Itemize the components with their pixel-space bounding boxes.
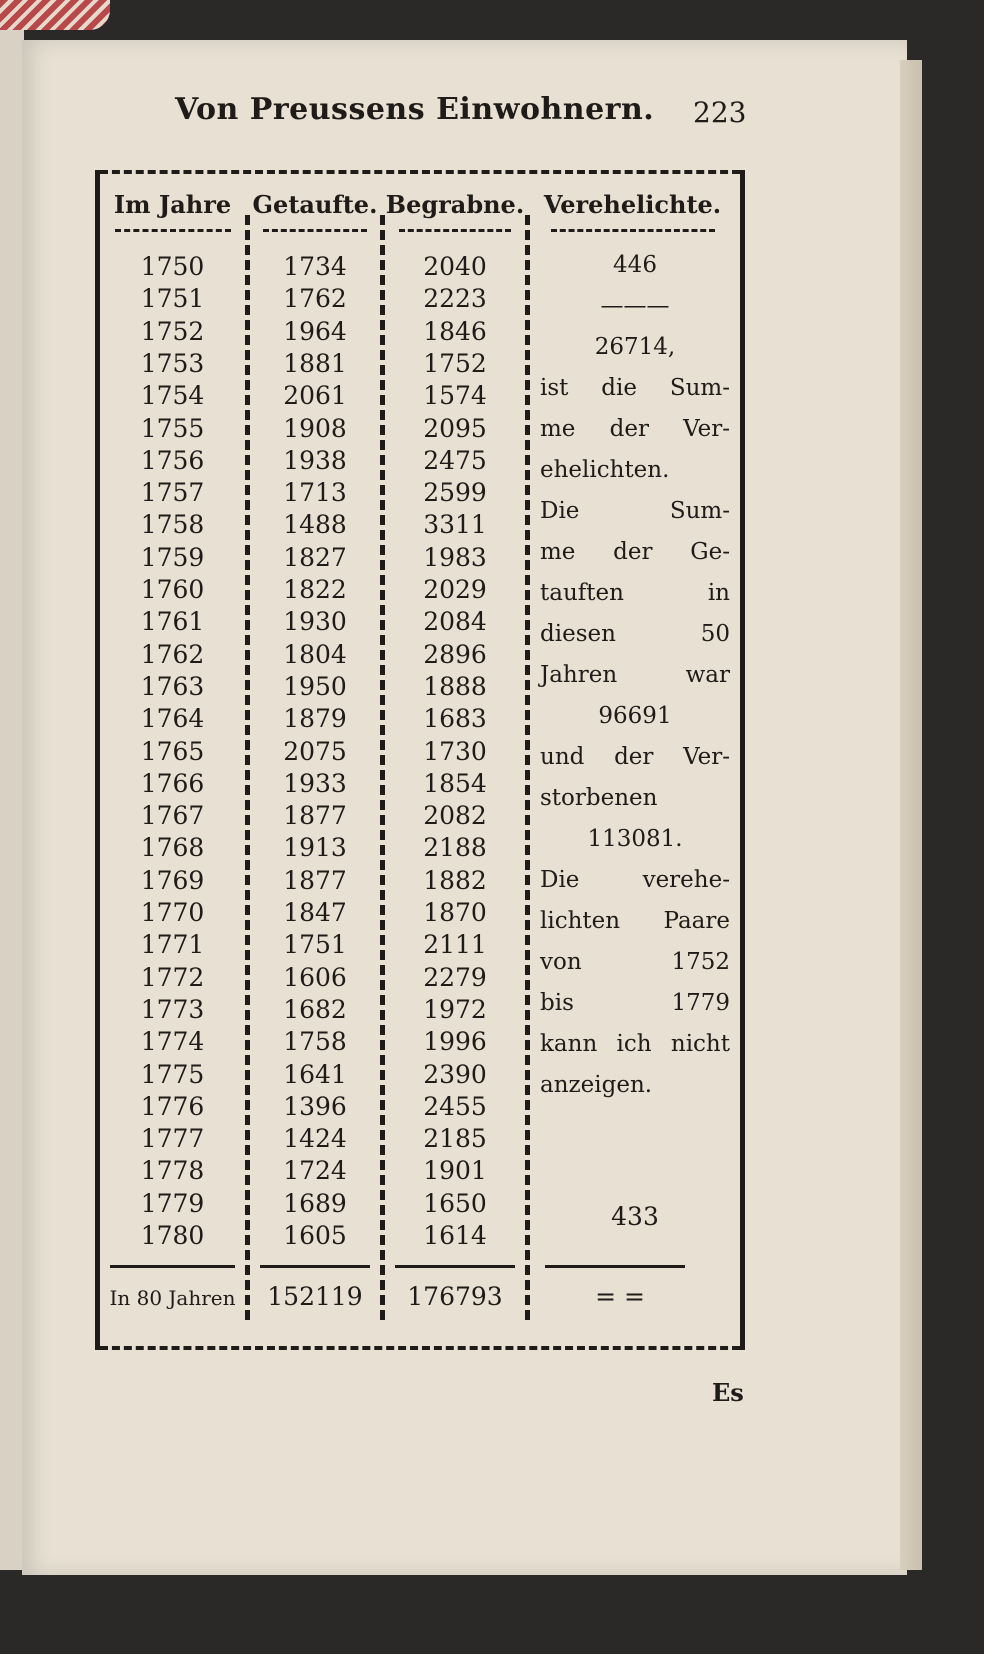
table-cell-baptized: 1881: [283, 348, 347, 378]
table-cell-years: 1770: [140, 898, 205, 927]
total-label: In 80 Jahren: [109, 1286, 236, 1310]
facing-page-edge: [0, 30, 24, 1570]
table-cell-baptized: 2061: [283, 381, 347, 411]
table-cell-buried: 2475: [423, 445, 487, 475]
table-cell-years: 1759: [140, 542, 205, 572]
table-cell-baptized: 1847: [283, 898, 347, 927]
married-note-line: von 1752: [540, 949, 730, 975]
married-note-line: Die verehe-: [540, 867, 730, 893]
table-cell-baptized: 1822: [283, 575, 347, 604]
table-cell-buried: 2082: [423, 801, 487, 831]
table-cell-buried: 1614: [423, 1221, 487, 1250]
table-cell-years: 1763: [140, 671, 205, 701]
table-cell-baptized: 1734: [283, 252, 347, 281]
married-note-line: me der Ver-: [540, 416, 730, 442]
table-cell-baptized: 1758: [283, 1027, 347, 1057]
married-note-line: 96691: [598, 703, 672, 729]
sum-rule: [260, 1265, 370, 1268]
table-cell-baptized: 1827: [283, 542, 347, 572]
table-cell-years: 1776: [140, 1091, 205, 1121]
table-cell-years: 1753: [140, 348, 205, 378]
population-table: [95, 170, 745, 1350]
table-cell-buried: 2084: [423, 607, 487, 637]
table-cell-years: 1779: [140, 1188, 205, 1218]
header-married: Verehelichte.: [530, 190, 735, 232]
table-cell-baptized: 1762: [283, 284, 347, 314]
table-cell-buried: 1846: [423, 316, 487, 346]
table-cell-baptized: 1488: [283, 510, 347, 540]
table-cell-buried: 2095: [423, 413, 487, 443]
table-cell-baptized: 1877: [283, 865, 347, 895]
table-cell-baptized: 1751: [283, 930, 347, 960]
table-cell-baptized: 1606: [283, 962, 347, 992]
married-note-line: anzeigen.: [540, 1072, 653, 1098]
table-cell-baptized: 1605: [283, 1221, 347, 1250]
table-cell-baptized: 1933: [283, 768, 347, 798]
married-note-line: lichten Paare: [540, 908, 730, 934]
married-last: 433: [611, 1202, 659, 1231]
married-note-line: 26714,: [594, 334, 676, 360]
married-note-line: Jahren war: [540, 662, 730, 688]
table-cell-buried: 2029: [423, 575, 487, 604]
sum-rule: [110, 1265, 235, 1268]
table-cell-years: 1768: [140, 833, 205, 863]
table-cell-years: 1780: [140, 1221, 205, 1250]
bookmark-ribbon: [0, 0, 110, 30]
married-note-line: Die Sum-: [540, 498, 730, 524]
table-cell-baptized: 1724: [283, 1156, 347, 1186]
table-cell-years: 1769: [140, 865, 205, 895]
table-cell-buried: 2185: [423, 1124, 487, 1154]
running-head: Von Preussens Einwohnern.: [175, 92, 655, 127]
table-cell-buried: 1870: [423, 898, 487, 927]
table-cell-years: 1772: [140, 962, 205, 992]
column-divider: [525, 215, 530, 1320]
page-edges: [900, 60, 922, 1570]
table-cell-baptized: 1396: [283, 1091, 347, 1121]
married-note-line: tauften in: [540, 580, 730, 606]
table-cell-baptized: 1908: [283, 413, 347, 443]
header-year: Im Jahre: [100, 190, 245, 232]
table-cell-baptized: 1964: [283, 316, 347, 346]
table-cell-buried: 1996: [423, 1027, 487, 1057]
table-cell-buried: 2111: [423, 930, 487, 960]
table-cell-buried: 2040: [423, 252, 487, 281]
married-first: 446: [613, 252, 657, 278]
table-cell-buried: 1901: [423, 1156, 487, 1186]
table-cell-buried: 1983: [423, 542, 487, 572]
married-note-line: kann ich nicht: [540, 1031, 730, 1057]
table-cell-baptized: 1641: [283, 1059, 347, 1089]
table-cell-years: 1761: [140, 607, 205, 637]
table-cell-years: 1756: [140, 445, 205, 475]
married-note-line: diesen 50: [540, 621, 730, 647]
table-cell-baptized: 1879: [283, 704, 347, 734]
table-cell-baptized: 1713: [283, 478, 347, 508]
table-cell-years: 1758: [140, 510, 205, 540]
table-cell-buried: 3311: [423, 510, 487, 540]
table-cell-years: 1751: [140, 284, 205, 314]
married-dash: ———: [600, 293, 670, 319]
table-cell-buried: 1730: [423, 736, 487, 766]
table-cell-years: 1774: [140, 1027, 205, 1057]
table-cell-years: 1767: [140, 801, 205, 831]
table-cell-baptized: 2075: [283, 736, 347, 766]
table-cell-buried: 1854: [423, 768, 487, 798]
table-cell-years: 1777: [140, 1124, 205, 1154]
table-cell-baptized: 1804: [283, 639, 347, 669]
table-cell-buried: 2390: [423, 1059, 487, 1089]
table-cell-buried: 1683: [423, 704, 487, 734]
table-cell-baptized: 1938: [283, 445, 347, 475]
table-cell-buried: 1972: [423, 994, 487, 1024]
table-cell-buried: 2223: [423, 284, 487, 314]
header-buried: Begrabne.: [385, 190, 525, 232]
header-baptized: Getaufte.: [250, 190, 380, 232]
married-note-line: ehelichten.: [540, 457, 670, 483]
table-cell-years: 1771: [140, 930, 205, 960]
total-baptized: 152119: [267, 1282, 363, 1311]
married-note-line: bis 1779: [540, 990, 730, 1016]
table-cell-buried: 2599: [423, 478, 487, 508]
married-note-line: me der Ge-: [540, 539, 730, 565]
table-cell-baptized: 1424: [283, 1124, 347, 1154]
table-cell-years: 1762: [140, 639, 205, 669]
table-cell-years: 1764: [140, 704, 205, 734]
married-note-line: 113081.: [587, 826, 683, 852]
table-cell-years: 1752: [140, 316, 205, 346]
total-buried: 176793: [407, 1282, 503, 1311]
table-cell-buried: 2188: [423, 833, 487, 863]
sum-rule: [545, 1265, 685, 1268]
table-cell-buried: 1752: [423, 348, 487, 378]
table-cell-years: 1775: [140, 1059, 205, 1089]
table-cell-buried: 1888: [423, 671, 487, 701]
table-cell-buried: 1882: [423, 865, 487, 895]
married-note-line: storbenen: [540, 785, 658, 811]
total-married: = =: [595, 1282, 645, 1311]
table-cell-years: 1750: [140, 252, 205, 281]
table-cell-buried: 2279: [423, 962, 487, 992]
table-cell-baptized: 1913: [283, 833, 347, 863]
table-cell-buried: 1650: [423, 1188, 487, 1218]
catchword: Es: [712, 1378, 744, 1407]
table-cell-years: 1766: [140, 768, 205, 798]
page-number: 223: [693, 96, 747, 129]
table-cell-baptized: 1877: [283, 801, 347, 831]
table-cell-baptized: 1950: [283, 671, 347, 701]
married-column: [540, 245, 730, 1106]
table-cell-baptized: 1930: [283, 607, 347, 637]
sum-rule: [395, 1265, 515, 1268]
table-cell-buried: 1574: [423, 381, 487, 411]
table-cell-years: 1760: [140, 575, 205, 604]
table-cell-years: 1765: [140, 736, 205, 766]
table-cell-years: 1778: [140, 1156, 205, 1186]
table-cell-buried: 2455: [423, 1091, 487, 1121]
table-cell-years: 1757: [140, 478, 205, 508]
married-note-line: und der Ver-: [540, 744, 730, 770]
table-cell-years: 1754: [140, 381, 205, 411]
table-cell-years: 1755: [140, 413, 205, 443]
married-note-line: ist die Sum-: [540, 375, 730, 401]
table-cell-baptized: 1682: [283, 994, 347, 1024]
table-cell-baptized: 1689: [283, 1188, 347, 1218]
table-cell-buried: 2896: [423, 639, 487, 669]
table-cell-years: 1773: [140, 994, 205, 1024]
